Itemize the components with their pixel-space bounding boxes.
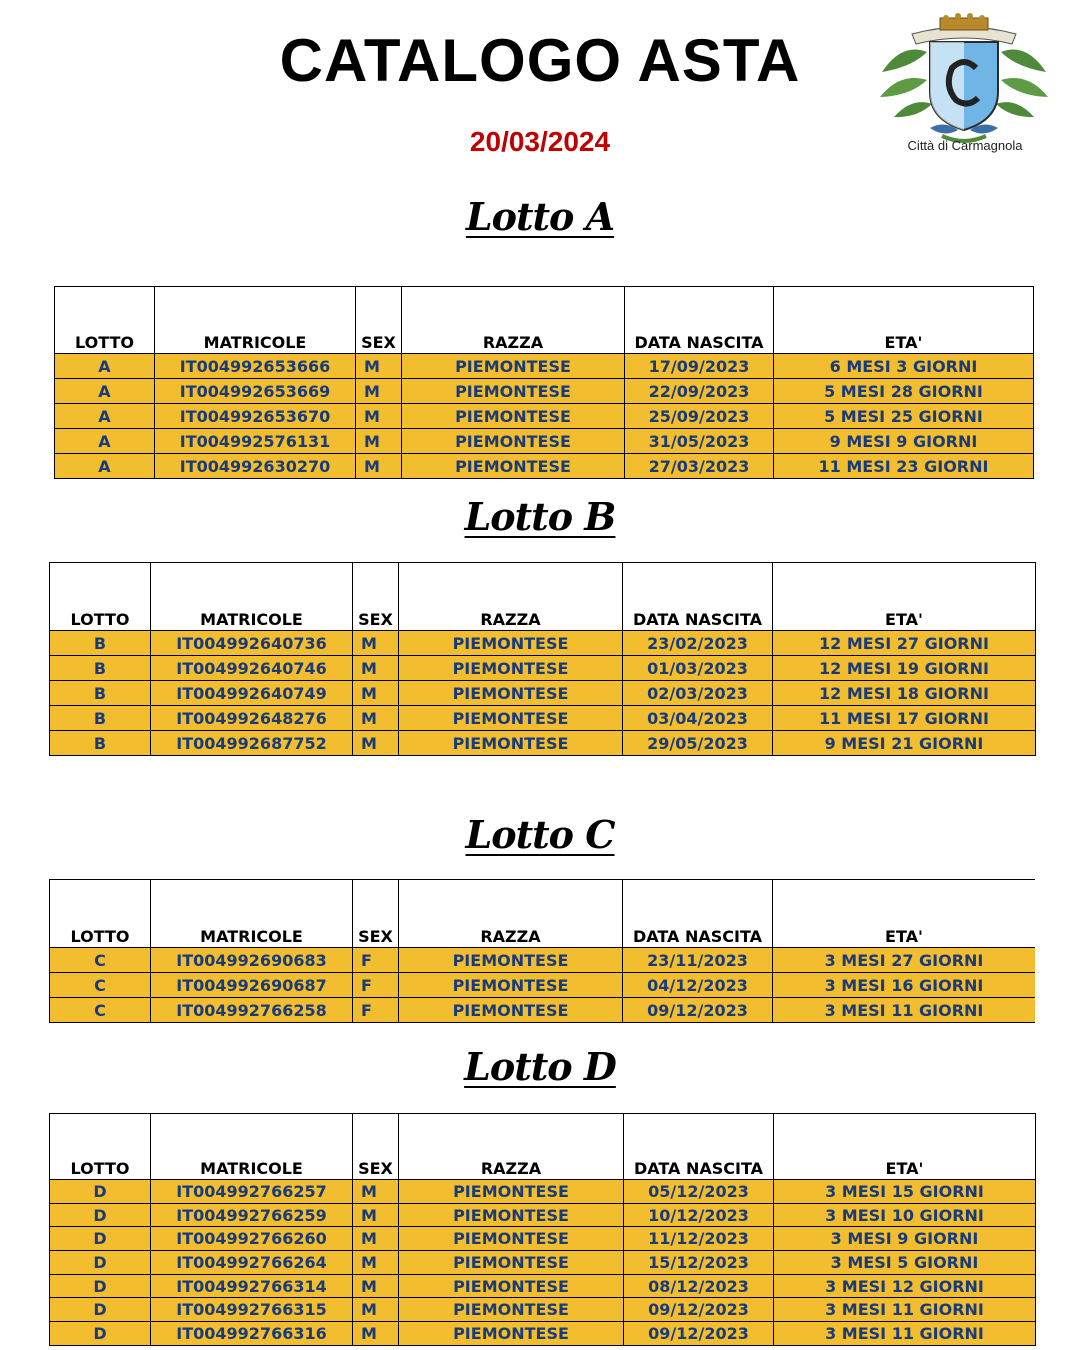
breed-cell: PIEMONTESE xyxy=(399,1227,624,1251)
breed-cell: PIEMONTESE xyxy=(402,429,625,454)
sex-cell: F xyxy=(353,998,399,1023)
sex-cell: M xyxy=(356,429,402,454)
col-lotto-header: LOTTO xyxy=(50,880,151,948)
lot-cell: A xyxy=(55,454,155,479)
sex-cell: M xyxy=(353,631,399,656)
col-eta-header: ETA' xyxy=(773,563,1036,631)
birth-date-cell: 27/03/2023 xyxy=(625,454,774,479)
birth-date-cell: 29/05/2023 xyxy=(623,731,773,756)
lot-cell: A xyxy=(55,354,155,379)
age-cell: 3 MESI 27 GIORNI xyxy=(773,948,1036,973)
table-row xyxy=(50,681,1036,706)
table-row xyxy=(55,354,1034,379)
lot-cell: C xyxy=(50,973,151,998)
lot-c-clip xyxy=(49,879,1035,1024)
col-sex-header: SEX xyxy=(353,563,399,631)
table-header-row xyxy=(50,880,1036,948)
page-title: CATALOGO ASTA xyxy=(279,27,801,94)
birth-date-cell: 09/12/2023 xyxy=(623,998,773,1023)
col-matricole-header: MATRICOLE xyxy=(151,1114,353,1180)
lot-cell: D xyxy=(50,1180,151,1204)
table-row xyxy=(50,998,1036,1023)
birth-date-cell: 01/03/2023 xyxy=(623,656,773,681)
birth-date-cell: 08/12/2023 xyxy=(624,1274,774,1298)
lot-cell: B xyxy=(50,731,151,756)
birth-date-cell: 10/12/2023 xyxy=(624,1203,774,1227)
breed-cell: PIEMONTESE xyxy=(399,1203,624,1227)
lot-table-b xyxy=(49,562,1036,756)
breed-cell: PIEMONTESE xyxy=(399,1180,624,1204)
age-cell: 3 MESI 5 GIORNI xyxy=(774,1251,1036,1275)
matricola-cell: IT004992653666 xyxy=(155,354,356,379)
birth-date-cell: 23/11/2023 xyxy=(623,948,773,973)
col-matricole-header: MATRICOLE xyxy=(151,880,353,948)
table-row xyxy=(50,1227,1036,1251)
breed-cell: PIEMONTESE xyxy=(402,454,625,479)
age-cell: 9 MESI 21 GIORNI xyxy=(773,731,1036,756)
matricola-cell: IT004992653670 xyxy=(155,404,356,429)
matricola-cell: IT004992766314 xyxy=(151,1274,353,1298)
table-row xyxy=(50,1251,1036,1275)
matricola-cell: IT004992766315 xyxy=(151,1298,353,1322)
birth-date-cell: 05/12/2023 xyxy=(624,1180,774,1204)
sex-cell: M xyxy=(353,1251,399,1275)
table-row xyxy=(50,973,1036,998)
col-matricole-header: MATRICOLE xyxy=(151,563,353,631)
lot-cell: A xyxy=(55,404,155,429)
col-razza-header: RAZZA xyxy=(399,1114,624,1180)
table-row xyxy=(50,656,1036,681)
col-eta-header: ETA' xyxy=(774,287,1034,354)
col-lotto-header: LOTTO xyxy=(50,563,151,631)
birth-date-cell: 22/09/2023 xyxy=(625,379,774,404)
lot-cell: D xyxy=(50,1203,151,1227)
birth-date-cell: 02/03/2023 xyxy=(623,681,773,706)
age-cell: 3 MESI 11 GIORNI xyxy=(774,1298,1036,1322)
breed-cell: PIEMONTESE xyxy=(399,998,623,1023)
age-cell: 12 MESI 18 GIORNI xyxy=(773,681,1036,706)
lot-table-a xyxy=(54,286,1034,479)
table-row xyxy=(50,1298,1036,1322)
matricola-cell: IT004992576131 xyxy=(155,429,356,454)
birth-date-cell: 09/12/2023 xyxy=(624,1298,774,1322)
table-row xyxy=(55,379,1034,404)
breed-cell: PIEMONTESE xyxy=(399,656,623,681)
breed-cell: PIEMONTESE xyxy=(402,379,625,404)
col-eta-header: ETA' xyxy=(774,1114,1036,1180)
lot-cell: C xyxy=(50,948,151,973)
birth-date-cell: 11/12/2023 xyxy=(624,1227,774,1251)
matricola-cell: IT004992640736 xyxy=(151,631,353,656)
sex-cell: M xyxy=(353,706,399,731)
col-matricole-header: MATRICOLE xyxy=(155,287,356,354)
matricola-cell: IT004992648276 xyxy=(151,706,353,731)
age-cell: 3 MESI 10 GIORNI xyxy=(774,1203,1036,1227)
lot-heading-c: Lotto C xyxy=(465,812,615,857)
lot-cell: D xyxy=(50,1227,151,1251)
matricola-cell: IT004992766260 xyxy=(151,1227,353,1251)
lot-cell: B xyxy=(50,681,151,706)
table-header-row xyxy=(50,563,1036,631)
col-data-nascita-header: DATA NASCITA xyxy=(624,1114,774,1180)
age-cell: 3 MESI 11 GIORNI xyxy=(773,998,1036,1023)
lot-heading-d: Lotto D xyxy=(464,1044,616,1089)
col-lotto-header: LOTTO xyxy=(50,1114,151,1180)
age-cell: 12 MESI 27 GIORNI xyxy=(773,631,1036,656)
matricola-cell: IT004992766259 xyxy=(151,1203,353,1227)
matricola-cell: IT004992640746 xyxy=(151,656,353,681)
sex-cell: M xyxy=(356,354,402,379)
birth-date-cell: 03/04/2023 xyxy=(623,706,773,731)
col-lotto-header: LOTTO xyxy=(55,287,155,354)
table-row xyxy=(50,1180,1036,1204)
sex-cell: M xyxy=(353,1203,399,1227)
lot-cell: B xyxy=(50,656,151,681)
age-cell: 6 MESI 3 GIORNI xyxy=(774,354,1034,379)
table-row xyxy=(55,454,1034,479)
sex-cell: M xyxy=(353,731,399,756)
table-row xyxy=(55,429,1034,454)
lot-cell: B xyxy=(50,631,151,656)
age-cell: 3 MESI 11 GIORNI xyxy=(774,1322,1036,1346)
lot-cell: B xyxy=(50,706,151,731)
lot-cell: C xyxy=(50,998,151,1023)
birth-date-cell: 25/09/2023 xyxy=(625,404,774,429)
lot-heading-b: Lotto B xyxy=(464,494,616,539)
birth-date-cell: 15/12/2023 xyxy=(624,1251,774,1275)
sex-cell: M xyxy=(353,681,399,706)
age-cell: 11 MESI 23 GIORNI xyxy=(774,454,1034,479)
sex-cell: M xyxy=(356,454,402,479)
age-cell: 3 MESI 15 GIORNI xyxy=(774,1180,1036,1204)
matricola-cell: IT004992653669 xyxy=(155,379,356,404)
matricola-cell: IT004992630270 xyxy=(155,454,356,479)
age-cell: 5 MESI 25 GIORNI xyxy=(774,404,1034,429)
breed-cell: PIEMONTESE xyxy=(399,1298,624,1322)
breed-cell: PIEMONTESE xyxy=(399,1251,624,1275)
breed-cell: PIEMONTESE xyxy=(399,731,623,756)
sex-cell: M xyxy=(356,379,402,404)
lot-table-d xyxy=(49,1113,1036,1346)
matricola-cell: IT004992766257 xyxy=(151,1180,353,1204)
table-row xyxy=(50,1274,1036,1298)
lot-cell: D xyxy=(50,1251,151,1275)
matricola-cell: IT004992690687 xyxy=(151,973,353,998)
matricola-cell: IT004992766264 xyxy=(151,1251,353,1275)
col-data-nascita-header: DATA NASCITA xyxy=(623,880,773,948)
lot-cell: D xyxy=(50,1298,151,1322)
breed-cell: PIEMONTESE xyxy=(399,1274,624,1298)
sex-cell: F xyxy=(353,973,399,998)
sex-cell: M xyxy=(353,1227,399,1251)
breed-cell: PIEMONTESE xyxy=(399,706,623,731)
sex-cell: F xyxy=(353,948,399,973)
col-data-nascita-header: DATA NASCITA xyxy=(625,287,774,354)
lot-cell: A xyxy=(55,379,155,404)
table-row xyxy=(55,404,1034,429)
col-eta-header: ETA' xyxy=(773,880,1036,948)
birth-date-cell: 31/05/2023 xyxy=(625,429,774,454)
breed-cell: PIEMONTESE xyxy=(402,404,625,429)
birth-date-cell: 09/12/2023 xyxy=(624,1322,774,1346)
lot-heading-a: Lotto A xyxy=(465,194,615,239)
table-header-row xyxy=(55,287,1034,354)
col-sex-header: SEX xyxy=(356,287,402,354)
sex-cell: M xyxy=(353,656,399,681)
birth-date-cell: 17/09/2023 xyxy=(625,354,774,379)
logo-caption: Città di Carmagnola xyxy=(907,138,1023,153)
matricola-cell: IT004992640749 xyxy=(151,681,353,706)
sex-cell: M xyxy=(353,1180,399,1204)
breed-cell: PIEMONTESE xyxy=(399,948,623,973)
lot-cell: D xyxy=(50,1322,151,1346)
breed-cell: PIEMONTESE xyxy=(399,681,623,706)
matricola-cell: IT004992687752 xyxy=(151,731,353,756)
table-row xyxy=(50,706,1036,731)
col-sex-header: SEX xyxy=(353,880,399,948)
sex-cell: M xyxy=(356,404,402,429)
table-row xyxy=(50,1203,1036,1227)
table-header-row xyxy=(50,1114,1036,1180)
breed-cell: PIEMONTESE xyxy=(402,354,625,379)
age-cell: 9 MESI 9 GIORNI xyxy=(774,429,1034,454)
sex-cell: M xyxy=(353,1274,399,1298)
birth-date-cell: 23/02/2023 xyxy=(623,631,773,656)
col-data-nascita-header: DATA NASCITA xyxy=(623,563,773,631)
breed-cell: PIEMONTESE xyxy=(399,973,623,998)
col-razza-header: RAZZA xyxy=(402,287,625,354)
age-cell: 12 MESI 19 GIORNI xyxy=(773,656,1036,681)
col-razza-header: RAZZA xyxy=(399,880,623,948)
col-razza-header: RAZZA xyxy=(399,563,623,631)
auction-date: 20/03/2024 xyxy=(469,126,611,157)
table-row xyxy=(50,948,1036,973)
birth-date-cell: 04/12/2023 xyxy=(623,973,773,998)
col-sex-header: SEX xyxy=(353,1114,399,1180)
breed-cell: PIEMONTESE xyxy=(399,1322,624,1346)
matricola-cell: IT004992766316 xyxy=(151,1322,353,1346)
age-cell: 3 MESI 9 GIORNI xyxy=(774,1227,1036,1251)
lot-cell: A xyxy=(55,429,155,454)
matricola-cell: IT004992766258 xyxy=(151,998,353,1023)
lot-table-c xyxy=(49,879,1035,1023)
age-cell: 3 MESI 16 GIORNI xyxy=(773,973,1036,998)
age-cell: 5 MESI 28 GIORNI xyxy=(774,379,1034,404)
table-row xyxy=(50,631,1036,656)
age-cell: 11 MESI 17 GIORNI xyxy=(773,706,1036,731)
breed-cell: PIEMONTESE xyxy=(399,631,623,656)
table-row xyxy=(50,1322,1036,1346)
lot-cell: D xyxy=(50,1274,151,1298)
table-row xyxy=(50,731,1036,756)
age-cell: 3 MESI 12 GIORNI xyxy=(774,1274,1036,1298)
sex-cell: M xyxy=(353,1322,399,1346)
sex-cell: M xyxy=(353,1298,399,1322)
matricola-cell: IT004992690683 xyxy=(151,948,353,973)
